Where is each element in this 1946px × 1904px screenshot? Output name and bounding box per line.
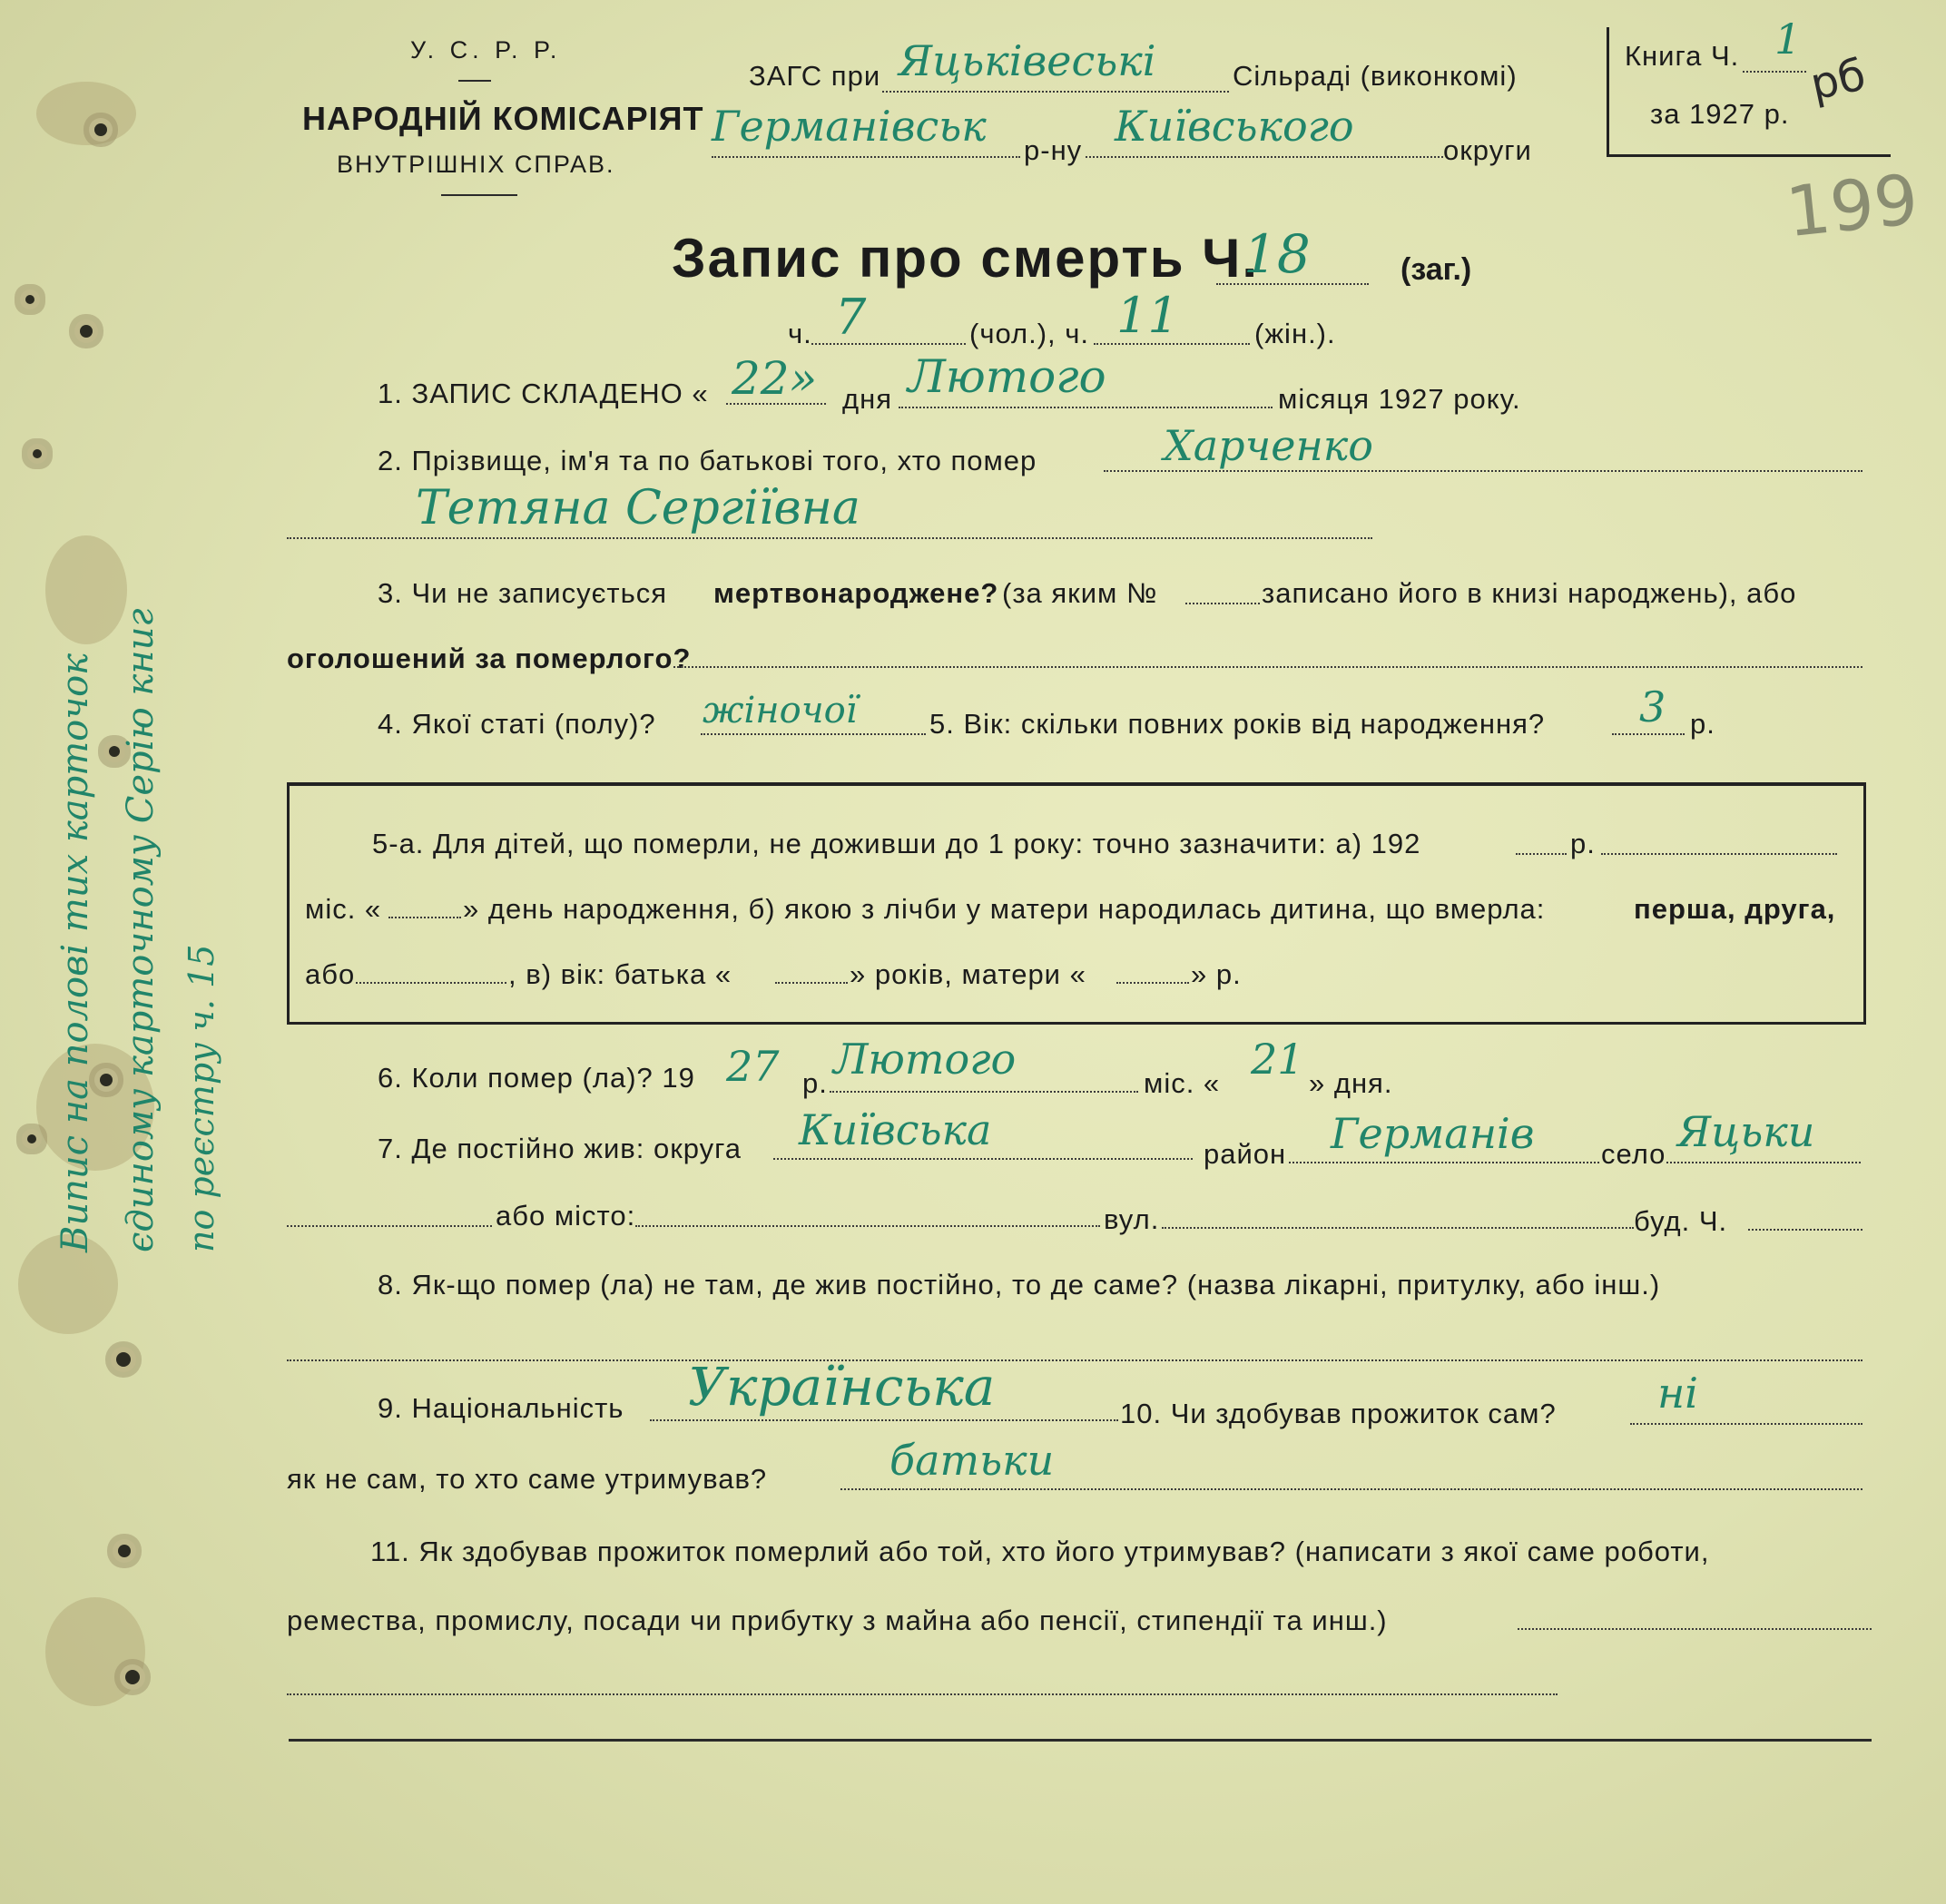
q7-label: 7. Де постійно жив: округа <box>378 1133 742 1164</box>
field-line <box>287 1693 1558 1695</box>
q3-stillborn: мертвонароджене? <box>713 577 999 609</box>
male-count-value: 7 <box>835 289 867 346</box>
field-line <box>830 1091 1138 1093</box>
okruha-value: Київського <box>1115 102 1354 151</box>
q11-label-cont: ремества, промислу, посади чи прибутку з майна або пенсії, стипендії та инш.) <box>287 1605 1388 1636</box>
q10-supporter: батьки <box>889 1436 1055 1485</box>
council-label: Сільраді (виконкомі) <box>1233 60 1518 92</box>
field-line <box>388 917 461 918</box>
field-line <box>1516 853 1567 855</box>
field-line <box>712 156 1020 158</box>
q3-label-b: (за яким № <box>1002 577 1158 609</box>
q5-label: 5. Вік: скільки повних років від народження? <box>929 708 1546 740</box>
q2-name-patronymic: Тетяна Сергіївна <box>416 481 860 535</box>
q1-label: 1. ЗАПИС СКЛАДЕНО « <box>378 378 709 409</box>
stain <box>45 1597 145 1706</box>
field-line <box>1104 470 1862 472</box>
field-line <box>650 1419 1118 1421</box>
punch-hole <box>116 1352 131 1367</box>
margin-note-line-2: єдиному карточному Серію книг <box>120 608 162 1252</box>
q6-month: Лютого <box>833 1035 1017 1084</box>
book-year: за 1927 р. <box>1650 98 1790 130</box>
q7-raion-label: район <box>1204 1138 1287 1170</box>
field-line <box>701 733 926 735</box>
q5a-father-age: , в) вік: батька « <box>508 958 732 990</box>
punch-hole <box>100 1074 113 1086</box>
punch-hole <box>125 1670 140 1684</box>
raion-label: р-ну <box>1024 134 1083 166</box>
q2-label: 2. Прізвище, ім'я та по батькові того, хто помер <box>378 445 1037 476</box>
field-line <box>287 537 1372 539</box>
title-suffix: (заг.) <box>1401 252 1472 287</box>
female-count-suffix: (жін.). <box>1254 318 1336 349</box>
record-number: 18 <box>1243 223 1311 285</box>
q3-declared-dead: оголошений за померлого? <box>287 643 692 674</box>
q6-year-suffix: р. <box>802 1067 828 1099</box>
field-line <box>1748 1229 1862 1231</box>
q5-age: 3 <box>1639 682 1666 731</box>
field-line <box>1743 71 1806 73</box>
field-line <box>356 982 506 984</box>
q6-day-suffix: » дня. <box>1309 1067 1393 1099</box>
field-line <box>1185 603 1260 604</box>
q5a-options: перша, друга, <box>1634 893 1836 925</box>
q5-age-unit: р. <box>1690 708 1715 740</box>
q1-day: 22» <box>732 352 818 405</box>
raion-value: Германівськ <box>712 102 987 151</box>
header-department: ВНУТРІШНІХ СПРАВ. <box>337 151 615 178</box>
divider <box>458 80 491 82</box>
q3-label-c: записано його в книзі народжень), або <box>1262 577 1797 609</box>
male-count-label: ч. <box>788 318 812 349</box>
page-number: 199 <box>1782 158 1922 253</box>
book-number: 1 <box>1774 15 1802 64</box>
book-annotation: рб <box>1805 49 1871 111</box>
field-line <box>773 1158 1193 1160</box>
punch-hole <box>33 449 42 458</box>
q3-label-a: 3. Чи не записується <box>378 577 668 609</box>
field-line <box>1518 1628 1872 1630</box>
field-line <box>287 1225 492 1227</box>
field-line <box>1666 1162 1861 1163</box>
q1-year: місяця 1927 року. <box>1278 383 1521 415</box>
q1-month: Лютого <box>908 350 1106 403</box>
q7-city-label: або місто: <box>496 1200 636 1232</box>
q8-label: 8. Як-що помер (ла) не там, де жив постійно, то де саме? (назва лікарні, притулку, або інш.) <box>378 1269 1661 1300</box>
punch-hole <box>109 746 120 757</box>
q5a-month-label: міс. « <box>305 893 382 925</box>
q10-supporter-label: як не сам, то хто саме утримував? <box>287 1463 768 1495</box>
field-line <box>1116 982 1189 984</box>
field-line <box>899 407 1273 408</box>
field-line <box>1612 733 1685 735</box>
document-title: Запис про смерть Ч. <box>672 228 1260 289</box>
punch-hole <box>94 123 107 136</box>
village-council-value: Яцьківеські <box>899 36 1156 85</box>
q6-month-label: міс. « <box>1144 1067 1221 1099</box>
zags-label: ЗАГС при <box>749 60 881 92</box>
q5a-or: або <box>305 958 356 990</box>
field-line <box>1289 1162 1599 1163</box>
field-line <box>1086 156 1443 158</box>
q9-label: 9. Національність <box>378 1392 624 1424</box>
punch-hole <box>80 325 93 338</box>
q7-village: Яцьки <box>1677 1107 1815 1156</box>
q1-day-label: дня <box>842 383 892 415</box>
q5a-year-suffix: р. <box>1570 828 1596 859</box>
q9-nationality: Українська <box>688 1356 996 1418</box>
female-count-value: 11 <box>1116 287 1179 344</box>
q4-sex: жіночої <box>703 690 858 731</box>
stain <box>36 82 136 145</box>
header-republic: У. С. Р. Р. <box>410 36 562 64</box>
margin-note-line-3: по реєстру ч. 15 <box>182 944 221 1252</box>
punch-hole <box>118 1545 131 1557</box>
q6-day: 21 <box>1251 1035 1304 1084</box>
q10-label: 10. Чи здобував прожиток сам? <box>1120 1398 1557 1429</box>
q5a-mother-suffix: » р. <box>1191 958 1242 990</box>
q5a-birth-order: » день народження, б) якою з лічби у матери народилась дитина, що вмерла: <box>463 893 1546 925</box>
q7-village-label: село <box>1601 1138 1666 1170</box>
q5a-mother-age: » років, матери « <box>850 958 1086 990</box>
punch-hole <box>25 295 34 304</box>
divider <box>441 194 517 196</box>
field-line <box>1162 1227 1634 1229</box>
q7-raion: Германів <box>1331 1109 1535 1158</box>
male-count-suffix: (чол.), ч. <box>969 318 1090 349</box>
q7-street-label: вул. <box>1104 1203 1160 1235</box>
bottom-rule <box>289 1739 1872 1742</box>
field-line <box>1630 1423 1862 1425</box>
q11-label: 11. Як здобував прожиток померлий або той, хто його утримував? (написати з якої саме роботи, <box>370 1536 1710 1567</box>
stain <box>45 535 127 644</box>
q7-okruha: Київська <box>799 1105 992 1154</box>
punch-hole <box>27 1134 36 1143</box>
book-label: Книга Ч. <box>1625 40 1740 72</box>
field-line <box>882 91 1229 93</box>
q6-label: 6. Коли помер (ла)? 19 <box>378 1062 695 1094</box>
q5a-label: 5-а. Для дітей, що померли, не доживши до 1 року: точно зазначити: а) 192 <box>372 828 1421 859</box>
field-line <box>775 982 848 984</box>
field-line <box>673 666 1862 668</box>
field-line <box>1601 853 1837 855</box>
field-line <box>635 1225 1100 1227</box>
q7-house-label: буд. Ч. <box>1634 1205 1728 1237</box>
field-line <box>287 1359 1862 1361</box>
q10-answer: ні <box>1657 1369 1699 1418</box>
field-line <box>840 1488 1862 1490</box>
header-ministry: НАРОДНІЙ КОМІСАРІЯТ <box>302 100 704 137</box>
okruha-label: округи <box>1443 134 1532 166</box>
q4-label: 4. Якої статі (полу)? <box>378 708 656 740</box>
q6-year: 27 <box>726 1042 780 1091</box>
q2-surname: Харченко <box>1164 421 1373 470</box>
margin-note-line-1: Випис на полові тих карточок <box>54 653 96 1252</box>
